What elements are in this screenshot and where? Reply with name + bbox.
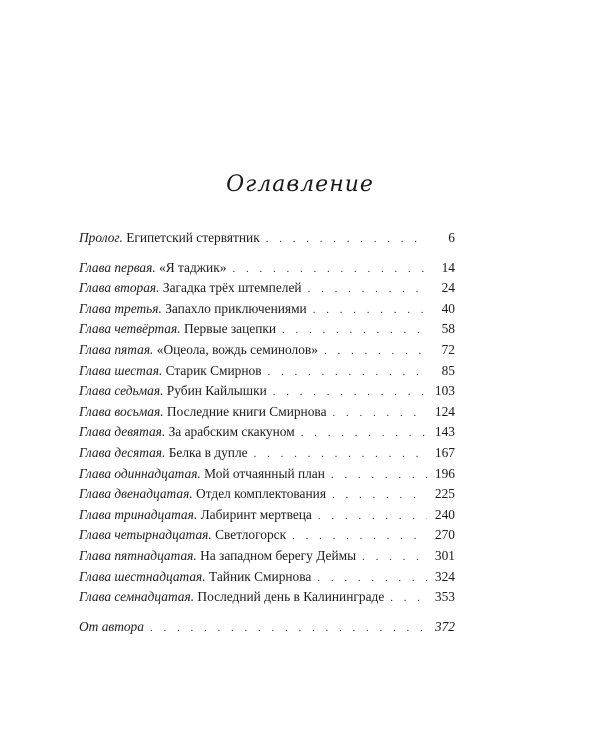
entry-text <box>79 546 356 567</box>
entry-label: Глава первая. <box>79 259 156 275</box>
entry-page: 225 <box>434 486 455 502</box>
entry-text <box>79 381 267 402</box>
dot-leader <box>317 568 427 589</box>
entry-text <box>79 228 260 249</box>
toc-entry-chapter-7 <box>79 381 455 402</box>
entry-label: Глава шестая. <box>79 362 163 378</box>
entry-title: Мой отчаянный план <box>204 465 325 481</box>
entry-text <box>79 278 302 299</box>
entry-label: Глава двенадцатая. <box>79 486 193 502</box>
toc-entry-chapter-15 <box>79 546 455 567</box>
toc-entry-chapter-12 <box>79 484 455 505</box>
entry-label: От автора <box>79 618 144 634</box>
dot-leader <box>273 382 427 403</box>
entry-text <box>79 340 318 361</box>
entry-label: Глава вторая. <box>79 280 160 296</box>
entry-page: 143 <box>434 424 455 440</box>
entry-title: Последние книги Смирнова <box>166 403 327 419</box>
entry-text <box>79 361 262 382</box>
entry-label: Глава десятая. <box>79 444 166 460</box>
toc-entry-chapter-8 <box>79 402 455 423</box>
dot-leader <box>301 423 427 444</box>
entry-text <box>79 258 226 279</box>
entry-text <box>79 443 248 464</box>
entry-page: 103 <box>434 383 455 399</box>
toc-entry-chapter-1 <box>79 258 455 279</box>
entry-page: 85 <box>441 362 455 378</box>
entry-text <box>79 505 312 526</box>
toc-entry-chapter-5 <box>79 340 455 361</box>
entry-page: 196 <box>434 465 455 481</box>
entry-page: 14 <box>441 259 455 275</box>
entry-label: Глава одиннадцатая. <box>79 465 201 481</box>
toc-entry-chapter-13 <box>79 505 455 526</box>
entry-page: 58 <box>441 321 455 337</box>
toc-entry-prologue <box>79 228 455 249</box>
toc-entry-chapter-10 <box>79 443 455 464</box>
entry-text <box>79 567 311 588</box>
entry-title: Светлогорск <box>215 527 287 543</box>
entry-label: Глава девятая. <box>79 424 166 440</box>
toc-entry-chapter-9 <box>79 422 455 443</box>
toc-entry-chapter-3 <box>79 299 455 320</box>
entry-page: 372 <box>434 618 455 634</box>
entry-page: 124 <box>434 403 455 419</box>
dot-leader <box>333 403 427 424</box>
dot-leader <box>150 618 427 639</box>
entry-text <box>79 402 327 423</box>
entry-label: Пролог. <box>79 230 123 245</box>
dot-leader <box>390 588 427 609</box>
entry-label: Глава пятнадцатая. <box>79 547 197 563</box>
dot-leader <box>266 229 427 250</box>
dot-leader <box>292 526 427 547</box>
dot-leader <box>318 506 427 527</box>
dot-leader <box>308 279 427 300</box>
entry-text <box>79 525 286 546</box>
entry-title: Белка в дупле <box>168 444 248 460</box>
entry-label: Глава тринадцатая. <box>79 506 198 522</box>
entry-page: 240 <box>434 506 455 522</box>
toc-entry-chapter-2 <box>79 278 455 299</box>
entry-text <box>79 299 307 320</box>
dot-leader <box>313 300 427 321</box>
entry-label: Глава четвёртая. <box>79 321 181 337</box>
entry-label: Глава третья. <box>79 300 162 316</box>
entry-title: Последний день в Калининграде <box>197 589 385 605</box>
entry-title: Отдел комплектования <box>196 486 326 502</box>
dot-leader <box>268 362 427 383</box>
toc-title: Оглавление <box>226 172 374 197</box>
entry-text <box>79 422 295 443</box>
entry-title: Лабиринт мертвеца <box>200 506 312 522</box>
entry-title: «Оцеола, вождь семинолов» <box>156 341 318 357</box>
entry-page: 301 <box>434 547 455 563</box>
dot-leader <box>254 444 427 465</box>
toc-entry-chapter-17 <box>79 587 455 608</box>
toc-entry-chapter-6 <box>79 361 455 382</box>
entry-title: Тайник Смирнова <box>208 568 312 584</box>
entry-title: Первые зацепки <box>183 321 277 337</box>
entry-text <box>79 464 325 485</box>
entry-page: 40 <box>441 300 455 316</box>
entry-title: Запахло приключениями <box>165 300 307 316</box>
entry-page: 353 <box>434 589 455 605</box>
dot-leader <box>331 465 427 486</box>
dot-leader <box>362 547 427 568</box>
entry-title: На западном берегу Деймы <box>200 547 357 563</box>
table-of-contents <box>79 228 455 637</box>
entry-title: Рубин Кайлышки <box>166 383 267 399</box>
entry-text <box>79 484 326 505</box>
entry-title: Египетский стервятник <box>126 230 260 245</box>
toc-entry-author-note <box>79 617 455 638</box>
entry-label: Глава четырнадцатая. <box>79 527 212 543</box>
entry-text <box>79 319 276 340</box>
entry-page: 270 <box>434 527 455 543</box>
dot-leader <box>282 320 427 341</box>
toc-entry-chapter-16 <box>79 567 455 588</box>
dot-leader <box>232 259 427 280</box>
entry-label: Глава семнадцатая. <box>79 589 195 605</box>
entry-page: 24 <box>441 280 455 296</box>
entry-page: 6 <box>448 230 455 245</box>
dot-leader <box>324 341 427 362</box>
entry-page: 324 <box>434 568 455 584</box>
entry-page: 72 <box>441 341 455 357</box>
entry-label: Глава шестнадцатая. <box>79 568 206 584</box>
entry-title: «Я таджик» <box>159 259 227 275</box>
entry-page: 167 <box>434 444 455 460</box>
toc-entry-chapter-14 <box>79 525 455 546</box>
entry-label: Глава пятая. <box>79 341 154 357</box>
toc-entry-chapter-4 <box>79 319 455 340</box>
entry-text <box>79 587 384 608</box>
entry-title: Старик Смирнов <box>165 362 262 378</box>
entry-title: Загадка трёх штемпелей <box>162 280 302 296</box>
entry-label: Глава седьмая. <box>79 383 164 399</box>
entry-title: За арабским скакуном <box>168 424 295 440</box>
dot-leader <box>332 485 427 506</box>
toc-entry-chapter-11 <box>79 464 455 485</box>
entry-label: Глава восьмая. <box>79 403 164 419</box>
